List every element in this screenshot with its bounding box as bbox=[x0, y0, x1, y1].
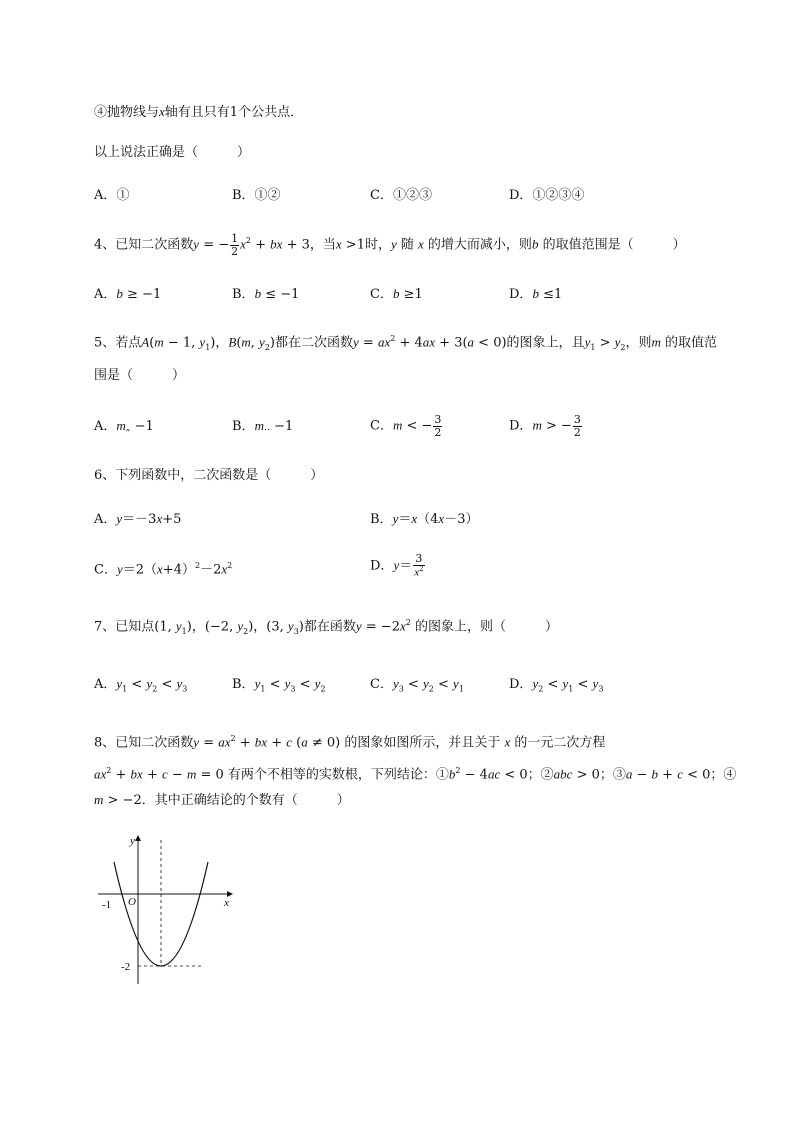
q8-stem-line1: 8、已知二次函数$y = ax^2$ + bx + c (a ≠ 0) 的图象如图所示，并且关于 x 的一元二次方程 bbox=[94, 734, 606, 751]
q3-option-a[interactable]: A．① bbox=[94, 188, 130, 203]
q3-stem: 以上说法正确是（ ） bbox=[94, 145, 251, 160]
q3-option-d[interactable]: D．①②③④ bbox=[509, 188, 585, 203]
q5-option-c[interactable]: C．m < − $\frac{3}{2}$ bbox=[370, 413, 442, 439]
q6-stem: 6、下列函数中，二次函数是（ ） bbox=[94, 468, 324, 483]
q6-option-b[interactable]: B．y＝x（4x－3） bbox=[370, 511, 479, 527]
q6-option-a[interactable]: A．y＝－3x+5 bbox=[94, 511, 182, 527]
q5-option-b[interactable]: B．m‥ −1 bbox=[232, 418, 294, 434]
q7-option-b[interactable]: B．$y_1 < y_3 < y_2$ bbox=[232, 676, 326, 694]
x-tick-label: -1 bbox=[102, 899, 112, 911]
q7-option-c[interactable]: C．$y_3 < y_2 < y_1$ bbox=[370, 676, 464, 694]
q5-option-d[interactable]: D．m > − $\frac{3}{2}$ bbox=[509, 413, 581, 439]
origin-label: O bbox=[128, 896, 136, 908]
q5-stem-line1: 5、若点A(m − 1, $y_1$)，B(m, $y_2$)都在二次函数$y = ax^2 + 4ax + 3(a < 0)$的图象上，且$y_1 > y_2$，则m 的取值范 bbox=[94, 334, 718, 352]
q4-option-b[interactable]: B．b ≤ −1 bbox=[232, 286, 300, 302]
q4-stem: 4、已知二次函数y = − $\frac{1}{2}$ $x^2$ + bx + 3，当x >1时，y 随 x 的增大而减小，则b 的取值范围是（ ） bbox=[94, 232, 686, 258]
q3-option-c[interactable]: C．①②③ bbox=[370, 188, 432, 203]
q4-option-a[interactable]: A．b ≥ −1 bbox=[94, 286, 162, 302]
q8-stem-line2: $ax^2$ + bx + c − m = 0 有两个不相等的实数根，下列结论：$①b^2 - 4ac < 0$；②abc > 0；③a − b + c < 0；④ bbox=[94, 766, 737, 783]
parabola-graph bbox=[94, 828, 242, 988]
statement-4: ④抛物线与x轴有且只有1个公共点． bbox=[94, 104, 304, 120]
q4-option-d[interactable]: D．b ≤1 bbox=[509, 286, 563, 302]
q7-option-a[interactable]: A．$y_1 < y_2 < y_3$ bbox=[94, 676, 188, 694]
q5-option-a[interactable]: A．m„ −1 bbox=[94, 418, 154, 434]
q6-option-c[interactable]: C．$y=2(x+4)^2-2x^2$ bbox=[94, 561, 233, 578]
y-tick-label: -2 bbox=[121, 961, 131, 973]
q7-option-d[interactable]: D．$y_2 < y_1 < y_3$ bbox=[509, 676, 604, 694]
x-axis-label: x bbox=[224, 897, 229, 909]
q8-stem-line3: m > −2．其中正确结论的个数有（ ） bbox=[94, 792, 350, 808]
q5-stem-line2: 围是（ ） bbox=[94, 368, 186, 383]
q3-option-b[interactable]: B．①② bbox=[232, 188, 281, 203]
q6-option-d[interactable]: D．y＝ $\frac{3}{x^2}$ bbox=[370, 552, 424, 579]
y-axis-label: y bbox=[130, 835, 135, 847]
q7-stem: 7、已知点(1, $y_1$)，(−2, $y_2$)，(3, $y_3$)都在函数$y = -2x^2$ 的图象上，则（ ） bbox=[94, 618, 558, 636]
q4-option-c[interactable]: C．b ≥1 bbox=[370, 286, 423, 302]
